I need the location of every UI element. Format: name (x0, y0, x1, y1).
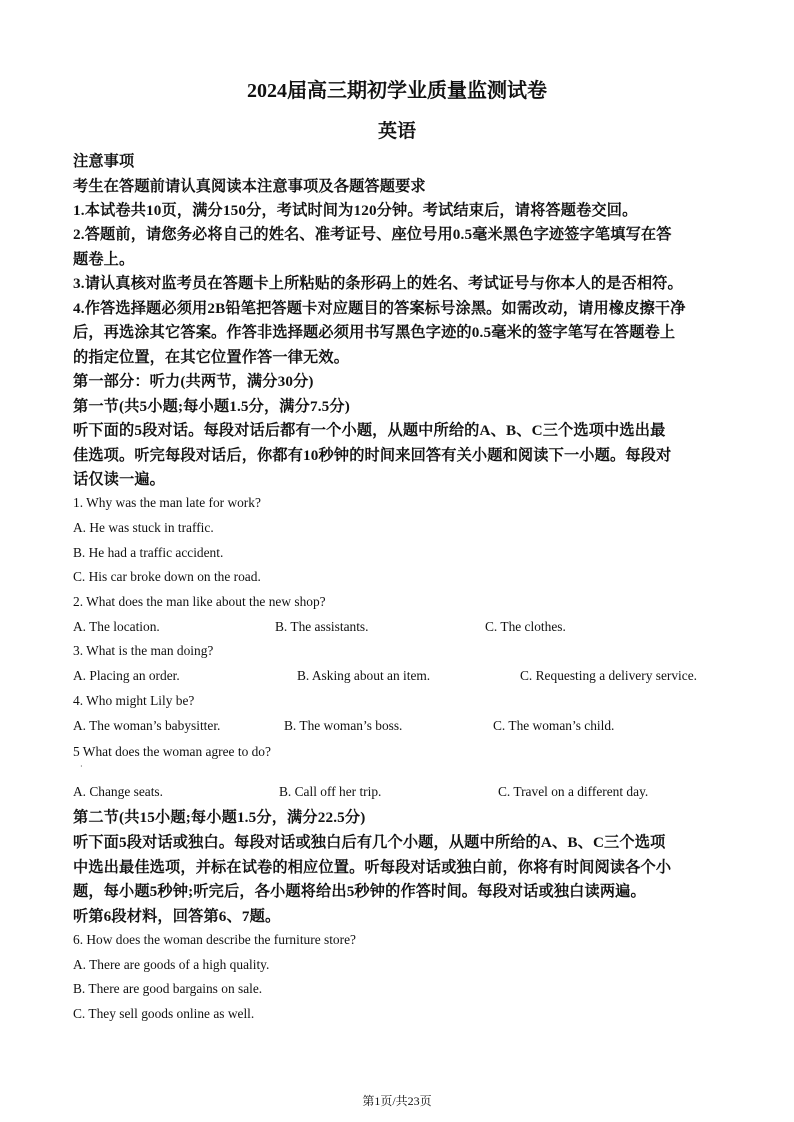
section1-instructions-line2: 佳选项。听完每段对话后，你都有10秒钟的时间来回答有关小题和阅读下一小题。每段对 (73, 447, 672, 464)
question-4-option-c: C. The woman’s child. (493, 718, 615, 733)
section1-instructions-line3: 话仅读一遍。 (73, 471, 166, 488)
question-1-option-c: C. His car broke down on the road. (73, 569, 261, 584)
question-4-option-b: B. The woman’s boss. (284, 718, 403, 733)
question-3-option-b: B. Asking about an item. (297, 668, 431, 683)
question-3-option-a: A. Placing an order. (73, 668, 180, 683)
question-1-stem: 1. Why was the man late for work? (73, 495, 261, 510)
notes-heading: 注意事项 (73, 153, 135, 170)
notes-intro: 考生在答题前请认真阅读本注意事项及各题答题要求 (73, 178, 426, 195)
question-4-stem: 4. Who might Lily be? (73, 693, 195, 708)
question-6-option-a: A. There are goods of a high quality. (73, 957, 270, 972)
question-5-option-b: B. Call off her trip. (279, 784, 382, 799)
note-item-4-line1: 4.作答选择题必须用2B铅笔把答题卡对应题目的答案标号涂黑。如需改动，请用橡皮擦干净 (73, 300, 686, 317)
stray-dot: · (80, 762, 83, 771)
question-2-option-c: C. The clothes. (485, 619, 566, 634)
note-item-1: 1.本试卷共10页，满分150分，考试时间为120分钟。考试结束后，请将答题卷交回。 (73, 202, 638, 219)
question-5-option-c: C. Travel on a different day. (498, 784, 649, 799)
question-6-option-b: B. There are good bargains on sale. (73, 981, 263, 996)
subject-title: 英语 (377, 121, 416, 142)
section1-instructions-line1: 听下面的5段对话。每段对话后都有一个小题，从题中所给的A、B、C三个选项中选出最 (73, 422, 666, 439)
question-6-option-c: C. They sell goods online as well. (73, 1006, 255, 1021)
section2-instructions-line2: 中选出最佳选项，并标在试卷的相应位置。听每段对话或独白前，你将有时间阅读各个小 (73, 859, 672, 876)
question-2-option-a: A. The location. (73, 619, 160, 634)
question-2-stem: 2. What does the man like about the new shop? (73, 594, 326, 609)
material-6-heading: 听第6段材料，回答第6、7题。 (73, 908, 281, 925)
question-4-option-a: A. The woman’s babysitter. (73, 718, 221, 733)
note-item-2-line2: 题卷上。 (73, 251, 135, 268)
page-footer: 第1页/共23页 (362, 1094, 432, 1108)
question-3-option-c: C. Requesting a delivery service. (520, 668, 698, 683)
section2-instructions-line3: 题，每小题5秒钟;听完后，各小题将给出5秒钟的作答时间。每段对话或独白读两遍。 (73, 883, 646, 900)
question-6-stem: 6. How does the woman describe the furniture store? (73, 932, 356, 947)
section2-instructions-line1: 听下面5段对话或独白。每段对话或独白后有几个小题，从题中所给的A、B、C三个选项 (73, 834, 666, 851)
question-3-stem: 3. What is the man doing? (73, 643, 214, 658)
section1-heading: 第一节(共5小题;每小题1.5分，满分7.5分) (73, 398, 350, 415)
section2-heading: 第二节(共15小题;每小题1.5分，满分22.5分) (73, 809, 366, 826)
note-item-4-line2: 后，再选涂其它答案。作答非选择题必须用书写黑色字迹的0.5毫米的签字笔写在答题卷上 (73, 324, 676, 341)
note-item-3: 3.请认真核对监考员在答题卡上所粘贴的条形码上的姓名、考试证号与你本人的是否相符。 (73, 275, 683, 292)
part1-heading: 第一部分：听力(共两节，满分30分) (73, 373, 314, 390)
note-item-4-line3: 的指定位置，在其它位置作答一律无效。 (73, 349, 350, 366)
question-2-option-b: B. The assistants. (275, 619, 369, 634)
question-5-stem: 5 What does the woman agree to do? (73, 744, 271, 759)
question-1-option-a: A. He was stuck in traffic. (73, 520, 214, 535)
question-5-option-a: A. Change seats. (73, 784, 163, 799)
exam-title: 2024届高三期初学业质量监测试卷 (247, 80, 547, 102)
question-1-option-b: B. He had a traffic accident. (73, 545, 224, 560)
note-item-2-line1: 2.答题前，请您务必将自己的姓名、准考证号、座位号用0.5毫米黑色字迹签字笔填写在答 (73, 226, 672, 243)
